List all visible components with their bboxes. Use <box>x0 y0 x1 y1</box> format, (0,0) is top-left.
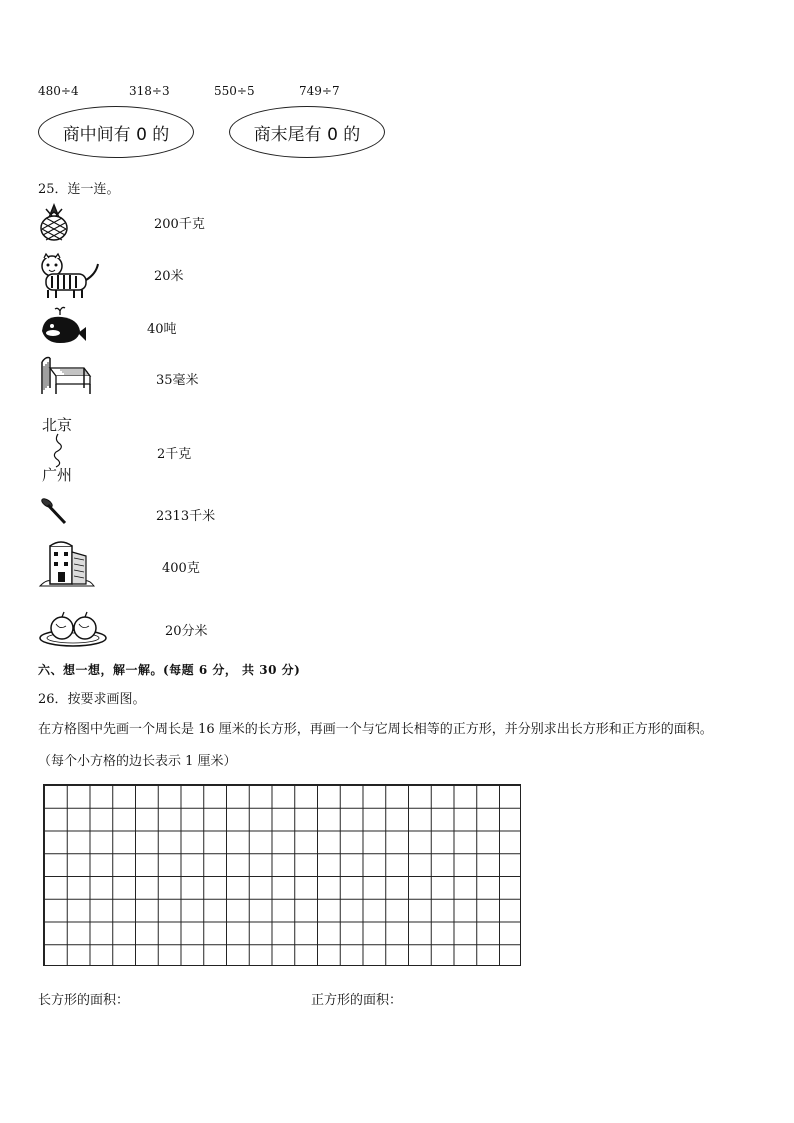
map-label-beijing: 北京 <box>42 416 73 434</box>
question-26-title: 26．按要求画图。 <box>38 692 146 707</box>
division-expression-4: 749÷7 <box>299 84 340 98</box>
division-expression-2: 318÷3 <box>129 84 170 98</box>
question-26-note: （每个小方格的边长表示 1 厘米） <box>38 754 237 769</box>
match-value-5: 2千克 <box>157 447 192 462</box>
category-oval-end-zero <box>229 106 385 158</box>
match-value-1: 200千克 <box>154 217 205 232</box>
match-value-2: 20米 <box>154 269 184 284</box>
question-25-title: 25．连一连。 <box>38 182 120 197</box>
match-value-8: 20分米 <box>165 624 208 639</box>
match-value-4: 35毫米 <box>156 373 199 388</box>
question-26-instruction: 在方格图中先画一个周长是 16 厘米的长方形，再画一个与它周长相等的正方形，并分别求出长方形和正方形的面积。 <box>38 722 713 737</box>
division-expression-3: 550÷5 <box>214 84 255 98</box>
category-label-middle-zero: 商中间有 0 的 <box>62 124 170 145</box>
category-oval-middle-zero <box>38 106 194 158</box>
beijing-guangzhou-map-icon <box>40 412 80 484</box>
square-grid[interactable] <box>43 784 521 966</box>
apples-plate-icon <box>38 608 108 648</box>
nail-icon <box>40 496 70 526</box>
division-expression-1: 480÷4 <box>38 84 79 98</box>
bed-icon <box>38 354 92 396</box>
match-value-7: 400克 <box>162 561 200 576</box>
category-label-end-zero: 商末尾有 0 的 <box>253 124 361 145</box>
tiger-icon <box>38 252 102 300</box>
map-label-guangzhou: 广州 <box>42 466 73 484</box>
building-icon <box>38 538 96 588</box>
match-value-3: 40吨 <box>147 322 177 337</box>
square-area-label: 正方形的面积： <box>311 993 403 1008</box>
rectangle-area-label: 长方形的面积： <box>38 993 130 1008</box>
section-6-title: 六、想一想，解一解。(每题 6 分， 共 30 分) <box>38 663 301 677</box>
whale-icon <box>38 305 88 347</box>
match-value-6: 2313千米 <box>156 509 216 524</box>
route-line-icon <box>44 432 74 468</box>
pineapple-icon <box>36 203 72 241</box>
